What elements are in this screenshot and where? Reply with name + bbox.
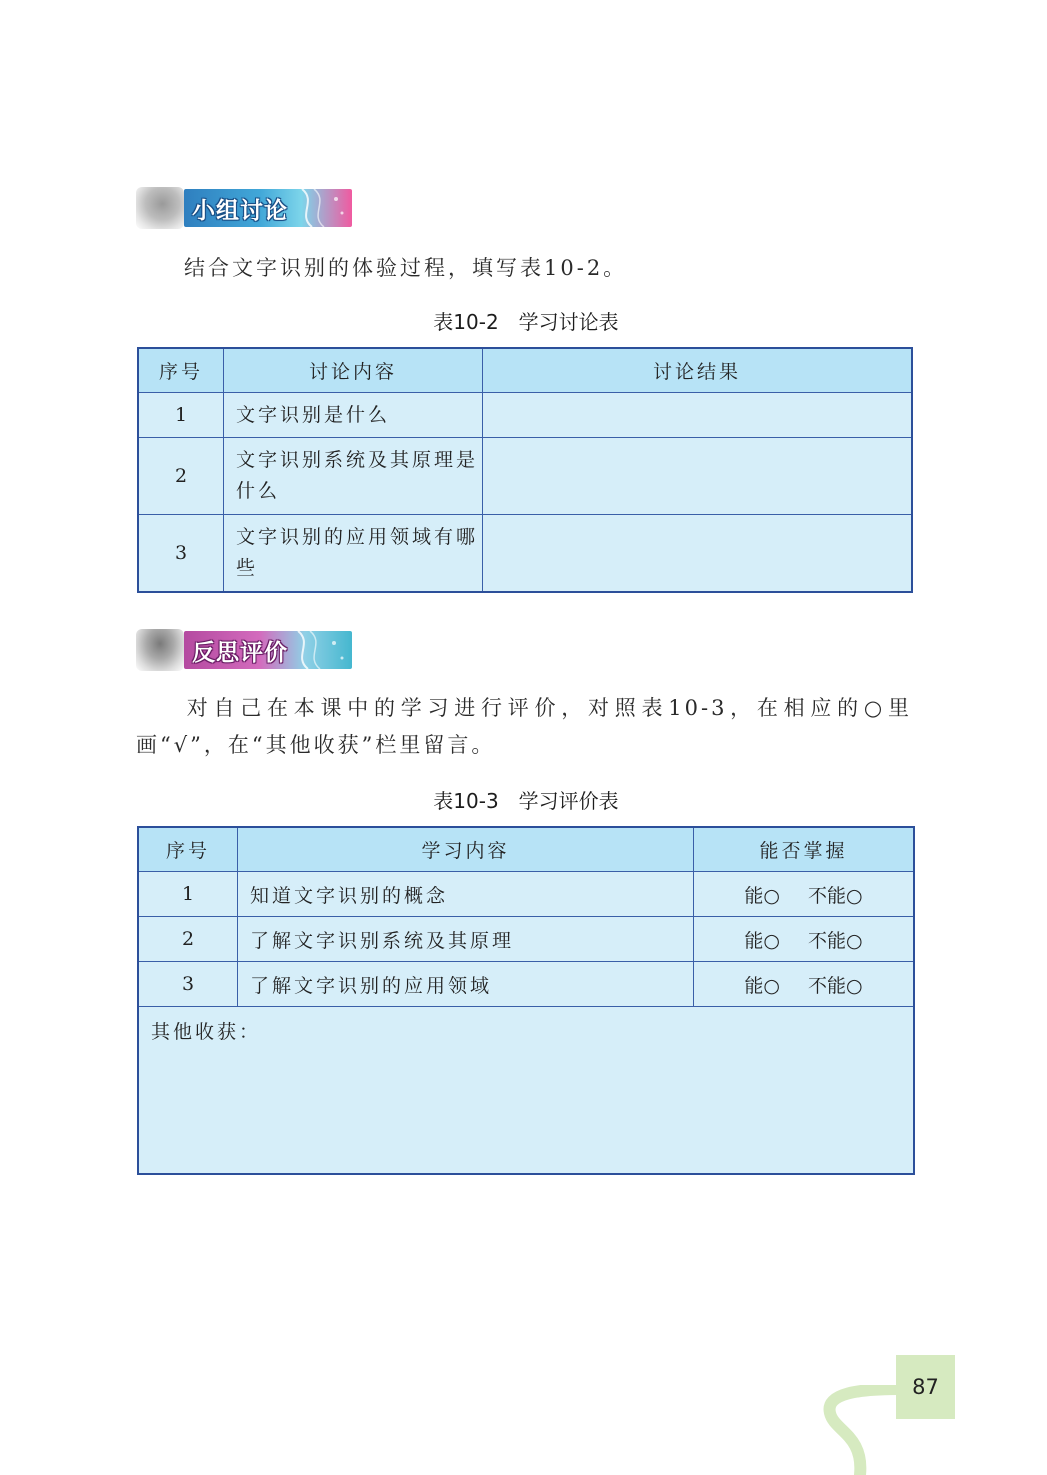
page-number: 87 [896, 1355, 955, 1419]
table-row [138, 515, 912, 593]
table-row [138, 393, 912, 438]
column-header-content: 讨论内容 [224, 348, 483, 393]
table-caption: 表10-3 学习评价表 [433, 789, 619, 813]
mastery-options [694, 962, 915, 1007]
instruction-text: 对自己在本课中的学习进行评价，对照表10-3，在相应的○里画“√”，在“其他收获”栏里留言。 [136, 696, 912, 757]
blurred-avatar-icon [136, 187, 184, 229]
row-number: 2 [138, 917, 238, 962]
discussion-result-cell[interactable] [483, 438, 913, 515]
row-number: 2 [138, 438, 224, 515]
section-title: 小组讨论 [192, 198, 288, 224]
evaluation-table [137, 826, 915, 1175]
table-row [138, 438, 912, 515]
column-header-no: 序号 [138, 348, 224, 393]
discussion-result-cell[interactable] [483, 393, 913, 438]
other-gains-label: 其他收获： [151, 1021, 262, 1043]
learning-content: 知道文字识别的概念 [238, 872, 694, 917]
discussion-topic: 文字识别是什么 [224, 393, 483, 438]
banner-plate [184, 189, 352, 227]
banner-plate [184, 631, 352, 669]
option-yes[interactable]: 能○ [744, 974, 780, 997]
row-number: 1 [138, 393, 224, 438]
table-row [138, 917, 914, 962]
option-no[interactable]: 不能○ [808, 974, 863, 997]
discussion-result-cell[interactable] [483, 515, 913, 593]
blurred-avatar-icon [136, 629, 184, 671]
learning-content: 了解文字识别的应用领域 [238, 962, 694, 1007]
wave-decoration-icon [292, 631, 352, 669]
column-header-content: 学习内容 [238, 827, 694, 872]
option-no[interactable]: 不能○ [808, 884, 863, 907]
learning-content: 了解文字识别系统及其原理 [238, 917, 694, 962]
discussion-table [137, 347, 913, 593]
discussion-topic: 文字识别的应用领域有哪些 [224, 515, 483, 593]
instruction-text: 结合文字识别的体验过程，填写表10-2。 [184, 256, 628, 280]
section-title: 反思评价 [192, 640, 288, 666]
row-number: 3 [138, 515, 224, 593]
row-number: 1 [138, 872, 238, 917]
table-row [138, 962, 914, 1007]
page-curve-decoration-icon [820, 1385, 900, 1475]
option-yes[interactable]: 能○ [744, 929, 780, 952]
table-row [138, 872, 914, 917]
discussion-topic: 文字识别系统及其原理是什么 [224, 438, 483, 515]
table-caption: 表10-2 学习讨论表 [433, 310, 619, 334]
column-header-mastery: 能否掌握 [694, 827, 915, 872]
row-number: 3 [138, 962, 238, 1007]
other-gains-row [138, 1007, 914, 1175]
mastery-options [694, 917, 915, 962]
mastery-options [694, 872, 915, 917]
column-header-no: 序号 [138, 827, 238, 872]
wave-decoration-icon [292, 189, 352, 227]
column-header-result: 讨论结果 [483, 348, 913, 393]
option-yes[interactable]: 能○ [744, 884, 780, 907]
other-gains-cell[interactable] [138, 1007, 914, 1175]
option-no[interactable]: 不能○ [808, 929, 863, 952]
